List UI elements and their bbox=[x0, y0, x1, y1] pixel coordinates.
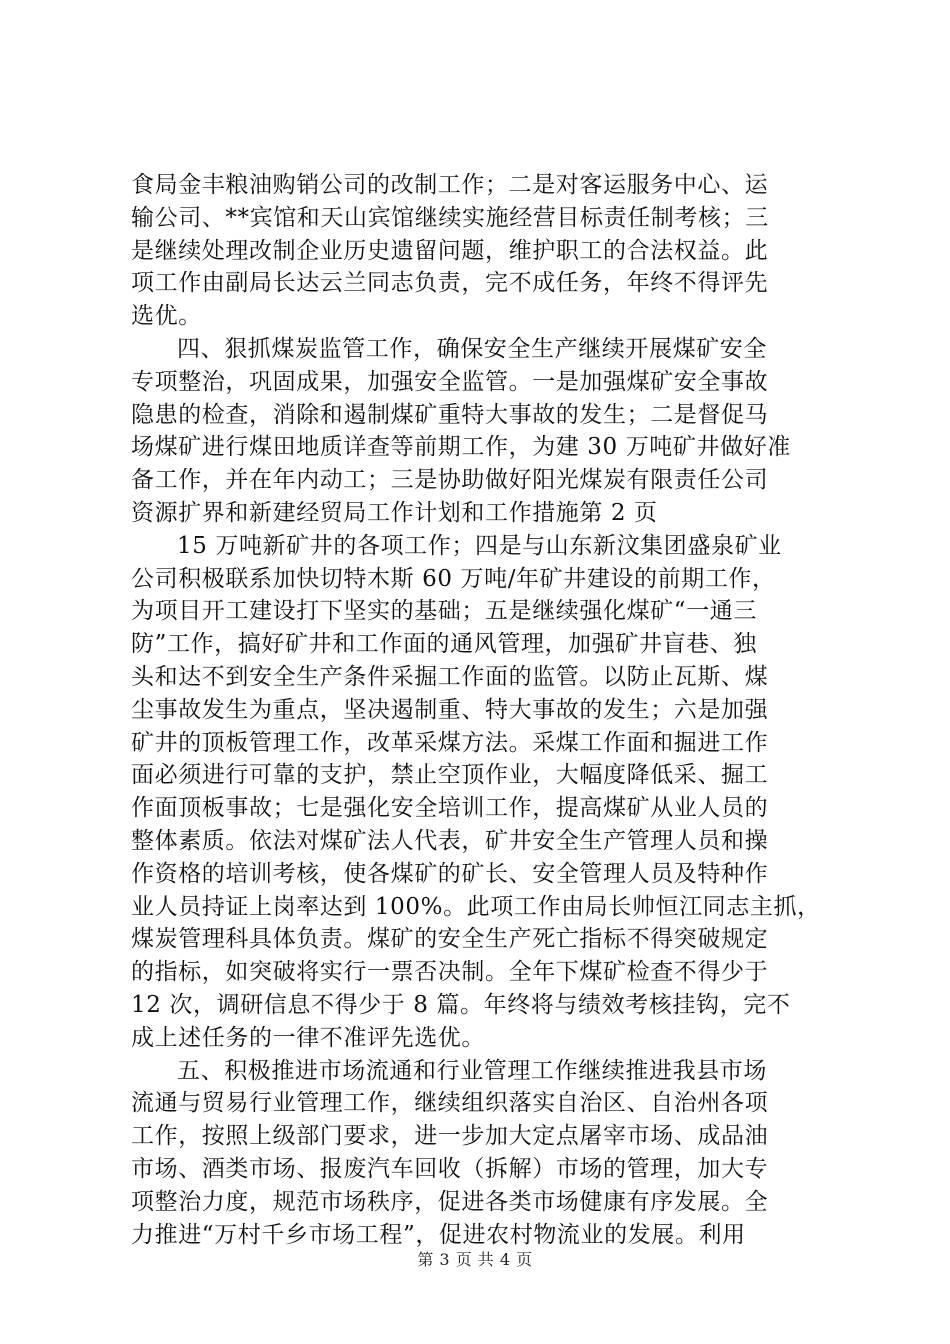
text-line: 选优。 bbox=[131, 303, 202, 330]
text-line: 作资格的培训考核，使各煤矿的矿长、安全管理人员及特种作 bbox=[131, 860, 769, 887]
text-line: 项整治力度，规范市场秩序，促进各类市场健康有序发展。全 bbox=[131, 1188, 769, 1215]
text-line: 成上述任务的一律不准评先选优。 bbox=[131, 1024, 485, 1051]
text-line: 业人员持证上岗率达到 100%。此项工作由局长帅恒江同志主抓， bbox=[131, 893, 821, 920]
text-line: 面必须进行可靠的支护，禁止空顶作业，大幅度降低采、掘工 bbox=[131, 762, 769, 789]
text-line: 尘事故发生为重点，坚决遏制重、特大事故的发生；六是加强 bbox=[131, 696, 769, 723]
text-line: 是继续处理改制企业历史遗留问题，维护职工的合法权益。此 bbox=[131, 237, 769, 264]
text-line: 食局金丰粮油购销公司的改制工作；二是对客运服务中心、运 bbox=[131, 172, 769, 198]
text-line: 备工作，并在年内动工；三是协助做好阳光煤炭有限责任公司 bbox=[131, 467, 769, 494]
text-line: 的指标，如突破将实行一票否决制。全年下煤矿检查不得少于 bbox=[131, 959, 769, 986]
document-body bbox=[131, 169, 831, 1251]
text-line: 四、狠抓煤炭监管工作，确保安全生产继续开展煤矿安全 bbox=[177, 335, 767, 362]
text-line: 力推进“万村千乡市场工程”，促进农村物流业的发展。利用 bbox=[131, 1221, 746, 1248]
text-line: 防”工作，搞好矿井和工作面的通风管理，加强矿井盲巷、独 bbox=[131, 631, 757, 658]
text-line: 五、积极推进市场流通和行业管理工作继续推进我县市场 bbox=[177, 1057, 767, 1084]
text-line: 头和达不到安全生产条件采掘工作面的监管。以防止瓦斯、煤 bbox=[131, 663, 769, 690]
text-line: 公司积极联系加快切特木斯 60 万吨/年矿井建设的前期工作， bbox=[131, 565, 776, 592]
text-line: 场煤矿进行煤田地质详查等前期工作，为建 30 万吨矿井做好准 bbox=[131, 434, 791, 461]
text-line: 为项目开工建设打下坚实的基础；五是继续强化煤矿“一通三 bbox=[131, 598, 757, 625]
text-line: 市场、酒类市场、报废汽车回收（拆解）市场的管理，加大专 bbox=[131, 1155, 769, 1182]
text-line: 工作，按照上级部门要求，进一步加大定点屠宰市场、成品油 bbox=[131, 1123, 769, 1150]
text-line: 流通与贸易行业管理工作，继续组织落实自治区、自治州各项 bbox=[131, 1090, 769, 1117]
text-line: 15 万吨新矿井的各项工作；四是与山东新汶集团盛泉矿业 bbox=[177, 532, 782, 559]
text-line: 专项整治，巩固成果，加强安全监管。一是加强煤矿安全事故 bbox=[131, 368, 769, 395]
text-line: 作面顶板事故；七是强化安全培训工作，提高煤矿从业人员的 bbox=[131, 795, 769, 822]
text-line: 项工作由副局长达云兰同志负责，完不成任务，年终不得评先 bbox=[131, 270, 769, 297]
text-line: 整体素质。依法对煤矿法人代表，矿井安全生产管理人员和操 bbox=[131, 827, 769, 854]
text-line: 矿井的顶板管理工作，改革采煤方法。采煤工作面和掘进工作 bbox=[131, 729, 769, 756]
text-line: 输公司、**宾馆和天山宾馆继续实施经营目标责任制考核；三 bbox=[131, 204, 769, 231]
text-line: 隐患的检查，消除和遏制煤矿重特大事故的发生；二是督促马 bbox=[131, 401, 769, 428]
text-line: 12 次，调研信息不得少于 8 篇。年终将与绩效考核挂钩，完不 bbox=[131, 991, 791, 1018]
text-line: 资源扩界和新建经贸局工作计划和工作措施第 2 页 bbox=[131, 499, 658, 526]
page-footer: 第 3 页 共 4 页 bbox=[417, 1250, 533, 1269]
text-line: 煤炭管理科具体负责。煤矿的安全生产死亡指标不得突破规定 bbox=[131, 926, 769, 953]
